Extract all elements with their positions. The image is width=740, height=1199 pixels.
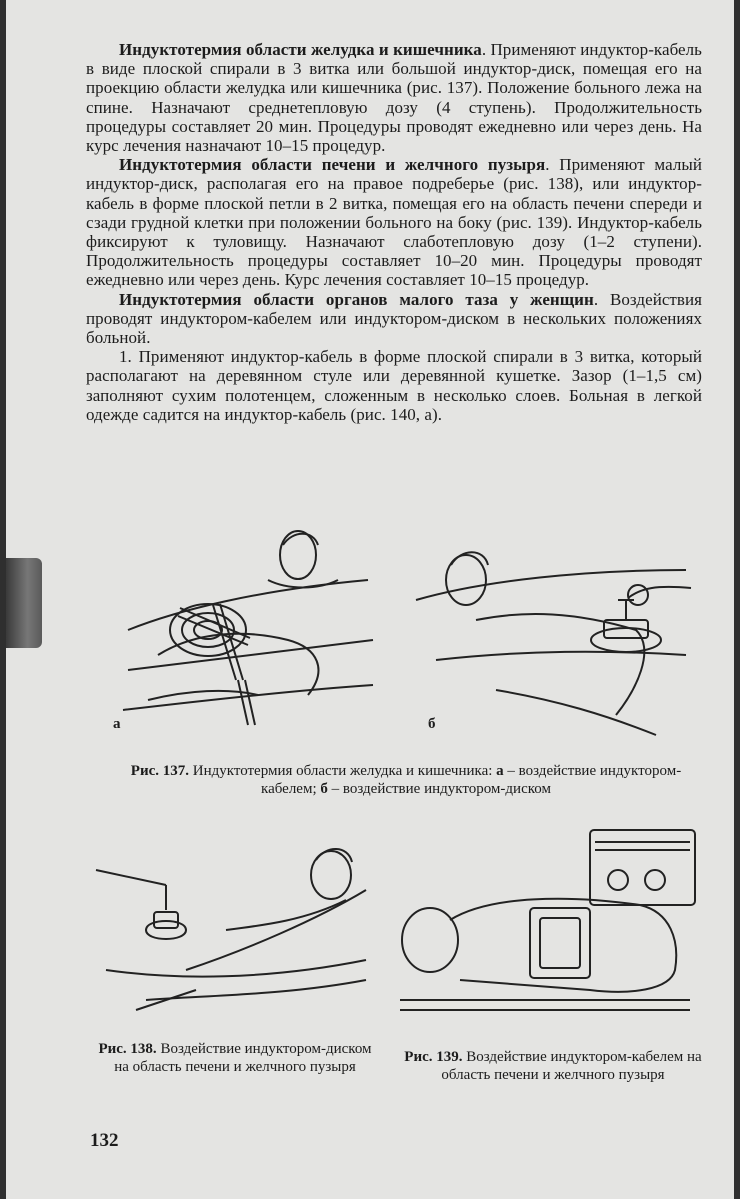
- figure-139-illustration: [390, 820, 700, 1020]
- figure-137-caption: Рис. 137. Индуктотермия области желудка и кишечника: а – воздействие индуктором-кабелем; б – воздействие индуктором-диском: [130, 763, 682, 797]
- page-edge-tab: [6, 558, 42, 648]
- page-number: 132: [90, 1130, 119, 1151]
- paragraph-pelvis: Индуктотермия области органов малого таза у женщин. Воздействия проводят индуктором-кабелем или индуктором-диском в нескольких положениях больной.: [86, 289, 703, 348]
- paragraph-stomach: Индуктотермия области желудка и кишечника. Применяют индуктор-кабель в виде плоской спирали в 3 витка или большой индуктор-диск, помещая его на проекцию области желудка или кишечника (рис. 137). Положение больного лежа на спине. Назначают среднетепловую дозу (4 ступень). Продолжительность процедуры составляет 20 мин. Процедуры проводят ежедневно или через день. На курс лечения назначают 10–15 процедур.: [86, 40, 702, 156]
- paragraph-liver: Индуктотермия области печени и желчного пузыря. Применяют малый индуктор-диск, располагая его на правое подреберье (рис. 138), или индуктор-кабель в форме плоской петли в 2 витка, помещая его на область печени спереди и сзади грудной клетки при положении больного на боку (рис. 139). Индуктор-кабель фиксируют к туловищу. Назначают слаботепловую дозу (1–2 ступени). Продолжительность процедуры составляет 10–20 мин. Процедуры проводят ежедневно или через день. Курс лечения составляет 10–15 процедур.: [86, 155, 702, 290]
- figure-137-label-a: а: [113, 716, 121, 732]
- figure-137b-illustration: [406, 540, 696, 750]
- body-text: [86, 40, 702, 424]
- figure-137-label-b: б: [428, 716, 436, 732]
- paragraph-step-1: 1. Применяют индуктор-кабель в форме плоской спирали в 3 витка, который располагают на деревянном стуле или деревянной кушетке. Зазор (1–1,5 см) заполняют сухим полотенцем, сложенным в несколько слоев. Больная в легкой одежде садится на индуктор-кабель (рис. 140, а).: [86, 347, 702, 424]
- figure-137a-illustration: [118, 520, 380, 730]
- book-page: [6, 0, 734, 1199]
- figure-139-caption: Рис. 139. Воздействие индуктором-кабелем на область печени и желчного пузыря: [404, 1049, 702, 1083]
- figure-138-caption: Рис. 138. Воздействие индуктором-диском на область печени и желчного пузыря: [98, 1041, 372, 1075]
- figure-138-illustration: [86, 830, 376, 1025]
